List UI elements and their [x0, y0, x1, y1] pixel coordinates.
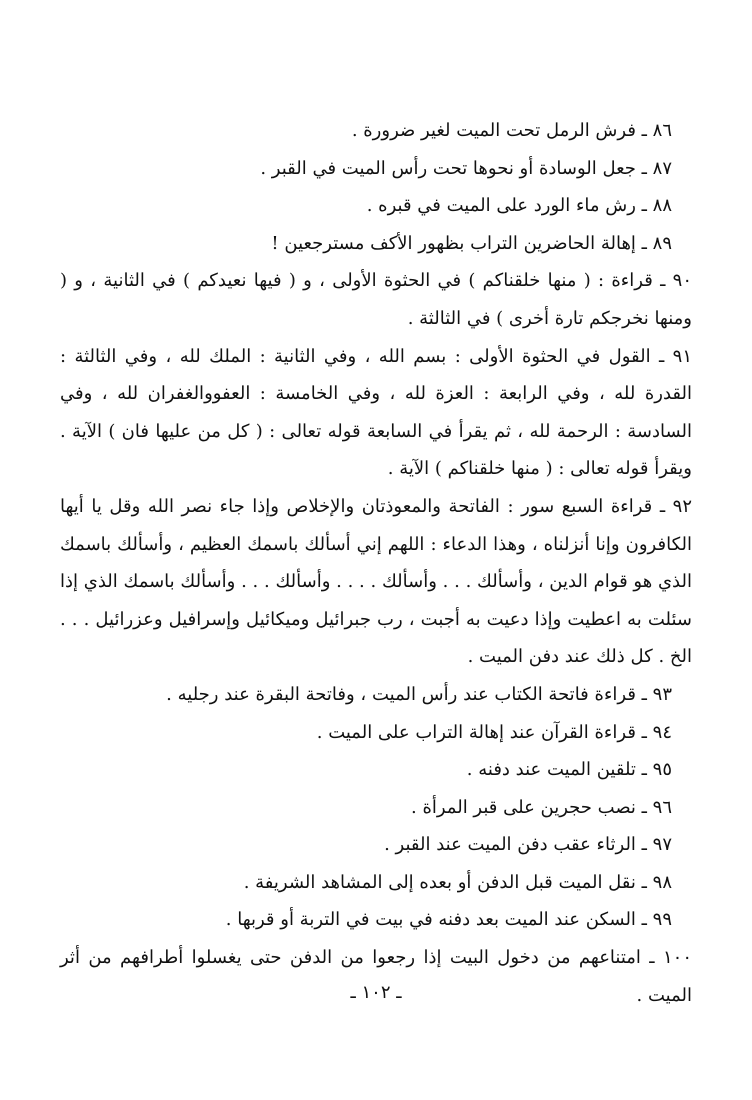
list-item-98: ٩٨ ـ نقل الميت قبل الدفن أو بعده إلى المشاهد الشريفة .	[243, 871, 672, 893]
list-item-96: ٩٦ ـ نصب حجرين على قبر المرأة .	[411, 796, 672, 818]
list-item-87: ٨٧ ـ جعل الوسادة أو نحوها تحت رأس الميت في القبر .	[260, 157, 672, 179]
list-item-92: ٩٢ ـ قراءة السبع سور : الفاتحة والمعوذتان والإخلاص وإذا جاء نصر الله وقل يا أيها الكافرون وإنا أنزلناه ، وهذا الدعاء : اللهم إني أسألك باسمك العظيم ، وأسألك باسمك الذي هو قوام الدين ، وأسألك . . . وأسألك . . . . وأسألك . . . وأسألك باسمك الذي إذا سئلت به اعطيت وإذا دعيت به أجبت ، رب جبرائيل وميكائيل وإسرافيل وعزرائيل . . . الخ . كل ذلك عند دفن الميت .	[60, 495, 692, 668]
list-item-95: ٩٥ ـ تلقين الميت عند دفنه .	[466, 759, 672, 781]
list-item-99: ٩٩ ـ السكن عند الميت بعد دفنه في بيت في التربة أو قربها .	[225, 909, 672, 931]
list-item-86: ٨٦ ـ فرش الرمل تحت الميت لغير ضرورة .	[351, 120, 672, 141]
list-item-90: ٩٠ ـ قراءة : ( منها خلقناكم ) في الحثوة الأولى ، و ( فيها نعيدكم ) في الثانية ، و ( ومنها نخرجكم تارة أخرى ) في الثالثة .	[60, 270, 692, 329]
list-item-91: ٩١ ـ القول في الحثوة الأولى : بسم الله ، وفي الثانية : الملك لله ، وفي الثالثة : القدرة لله ، وفي الرابعة : العزة لله ، وفي الخامسة : العفووالغفران لله ، وفي السادسة : الرحمة لله ، ثم يقرأ في السابعة قوله تعالى : ( كل من عليها فان ) الآية . ويقرأ قوله تعالى : ( منها خلقناكم ) الآية .	[60, 345, 693, 480]
page-number: ـ ١٠٢ ـ	[350, 982, 402, 1003]
list-item-88: ٨٨ ـ رش ماء الورد على الميت في قبره .	[366, 195, 672, 217]
list-item-93: ٩٣ ـ قراءة فاتحة الكتاب عند رأس الميت ، وفاتحة البقرة عند رجليه .	[166, 683, 672, 705]
page-body	[60, 112, 692, 1014]
list-item-100: ١٠٠ ـ امتناعهم من دخول البيت إذا رجعوا من الدفن حتى يغسلوا أطرافهم من أثر الميت .	[60, 947, 692, 1006]
list-item-94: ٩٤ ـ قراءة القرآن عند إهالة التراب على الميت .	[316, 721, 672, 743]
list-item-89: ٨٩ ـ إهالة الحاضرين التراب بظهور الأكف مسترجعين !	[271, 232, 672, 254]
list-item-97: ٩٧ ـ الرثاء عقب دفن الميت عند القبر .	[384, 834, 672, 856]
